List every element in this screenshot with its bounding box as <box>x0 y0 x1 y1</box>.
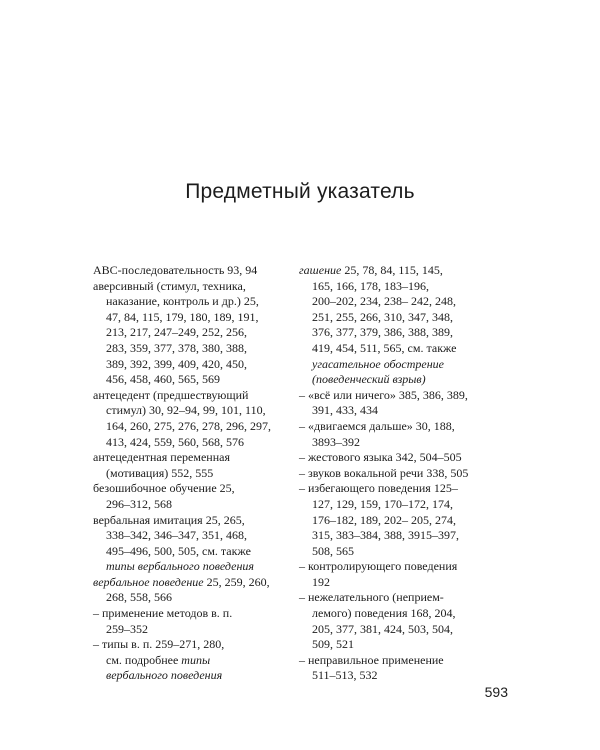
index-text: – звуков вокальной речи 338, 505 <box>299 465 469 480</box>
index-text: (мотивация) 552, 555 <box>106 465 214 480</box>
index-text: 413, 424, 559, 560, 568, 576 <box>106 434 244 449</box>
index-text: 509, 521 <box>312 637 354 652</box>
index-text: 127, 129, 159, 170–172, 174, <box>312 496 453 511</box>
index-entry <box>93 637 293 684</box>
index-cross-reference: гашение <box>299 263 342 277</box>
index-cross-reference: вербальное поведение <box>93 574 204 589</box>
index-text: – жестового языка 342, 504–505 <box>299 450 462 465</box>
index-entry <box>93 513 293 575</box>
index-text: 165, 166, 178, 183–196, <box>312 278 429 293</box>
index-text: см. подробнее <box>106 652 182 667</box>
index-text: – неправильное применение <box>299 652 444 667</box>
index-text: наказание, контроль и др.) 25, <box>106 294 259 309</box>
index-text: 25, 78, 84, 115, 145, <box>341 263 443 277</box>
index-cross-reference: угасательное обострение <box>312 356 445 371</box>
index-entry <box>299 466 514 482</box>
index-entry <box>299 590 514 652</box>
index-cross-reference: типы вербального поведения <box>106 559 255 574</box>
index-cross-reference: (поведенческий взрыв) <box>312 372 426 387</box>
index-text: – контролирующего поведения <box>299 559 458 574</box>
index-entry <box>299 481 514 559</box>
index-text: 47, 84, 115, 179, 180, 189, 191, <box>106 309 259 324</box>
index-entry <box>93 450 293 481</box>
index-entry <box>93 481 293 512</box>
index-column-left <box>93 263 293 684</box>
index-text: 283, 359, 377, 378, 380, 388, <box>106 340 247 355</box>
index-text: 259–352 <box>106 621 148 636</box>
index-text: 268, 558, 566 <box>106 590 172 605</box>
index-text: 389, 392, 399, 409, 420, 450, <box>106 356 247 371</box>
index-text: 192 <box>312 574 330 589</box>
index-text: 251, 255, 266, 310, 347, 348, <box>312 309 453 324</box>
index-title: Предметный указатель <box>185 180 415 203</box>
index-text: 315, 383–384, 388, 3915–397, <box>312 528 459 543</box>
index-text: – нежелательного (неприем- <box>299 590 444 605</box>
index-text: – «всё или ничего» 385, 386, 389, <box>299 387 468 402</box>
index-entry <box>299 653 514 684</box>
index-entry <box>299 419 514 450</box>
index-entry <box>93 279 293 388</box>
index-text: 25, 259, 260, <box>203 574 270 589</box>
index-entry <box>93 263 293 279</box>
index-text: 176–182, 189, 202– 205, 274, <box>312 512 456 527</box>
index-entry <box>93 388 293 450</box>
index-text: антецедент (предшествующий <box>93 387 249 402</box>
index-text: – «двигаемся дальше» 30, 188, <box>299 418 455 433</box>
index-text: 200–202, 234, 238– 242, 248, <box>312 294 456 309</box>
index-cross-reference: типы <box>181 652 211 667</box>
index-entry <box>299 559 514 590</box>
index-text: стимул) 30, 92–94, 99, 101, 110, <box>106 403 266 418</box>
index-cross-reference: вербального поведения <box>106 668 223 683</box>
index-text: 164, 260, 275, 276, 278, 296, 297, <box>106 418 271 433</box>
index-text: вербальная имитация 25, 265, <box>93 512 245 527</box>
index-text: 511–513, 532 <box>312 668 378 683</box>
index-text: 3893–392 <box>312 434 360 449</box>
index-text: антецедентная переменная <box>93 450 230 465</box>
index-text: 296–312, 568 <box>106 496 172 511</box>
index-entry <box>93 575 293 606</box>
index-entry <box>299 388 514 419</box>
page-number: 593 <box>484 684 508 700</box>
index-text: 391, 433, 434 <box>312 403 378 418</box>
index-text: 495–496, 500, 505, см. также <box>106 543 251 558</box>
index-text: 508, 565 <box>312 543 354 558</box>
index-text: 376, 377, 379, 386, 388, 389, <box>312 325 453 340</box>
index-text: 419, 454, 511, 565, см. также <box>312 340 457 355</box>
index-entry <box>299 450 514 466</box>
index-text: – применение методов в. п. <box>93 606 233 621</box>
index-text: аверсивный (стимул, техника, <box>93 278 246 293</box>
index-text: 205, 377, 381, 424, 503, 504, <box>312 621 453 636</box>
index-column-right <box>299 263 514 684</box>
index-entry <box>93 606 293 637</box>
index-text: 338–342, 346–347, 351, 468, <box>106 528 247 543</box>
index-text: – типы в. п. 259–271, 280, <box>93 637 225 652</box>
index-text: безошибочное обучение 25, <box>93 481 235 496</box>
index-text: 213, 217, 247–249, 252, 256, <box>106 325 247 340</box>
index-text: 456, 458, 460, 565, 569 <box>106 372 220 387</box>
index-text: ABC-последовательность 93, 94 <box>93 263 258 277</box>
index-text: – избегающего поведения 125– <box>299 481 458 496</box>
index-text: лемого) поведения 168, 204, <box>312 606 456 621</box>
index-entry <box>299 263 514 388</box>
